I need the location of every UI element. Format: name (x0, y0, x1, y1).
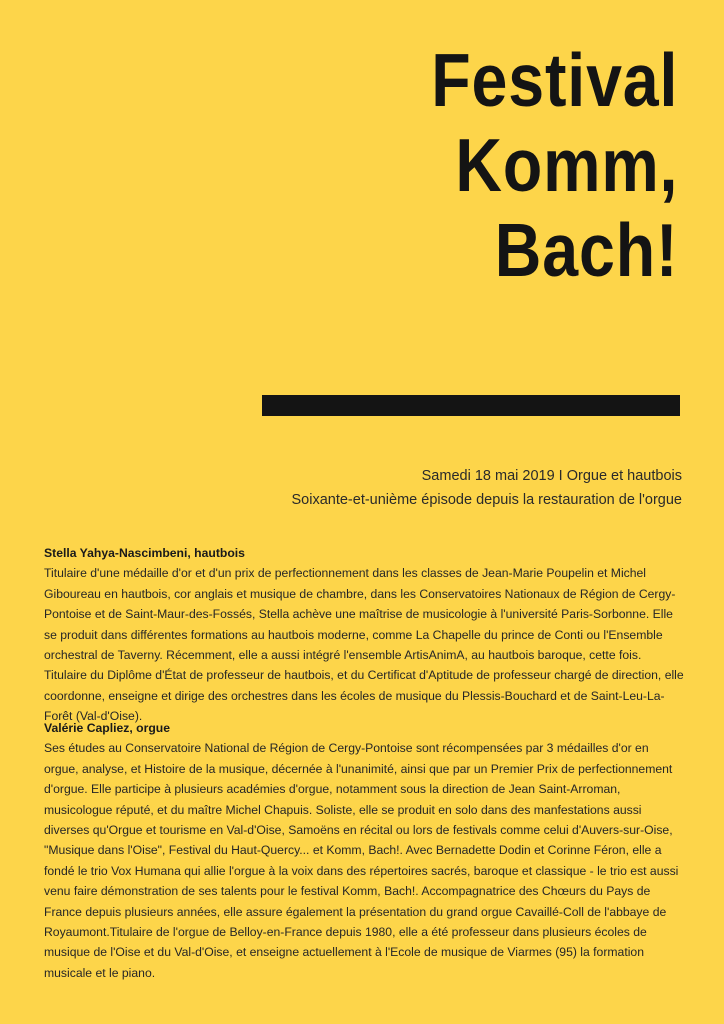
performer-bio-organ (44, 718, 685, 983)
title-divider (262, 395, 680, 416)
festival-title (431, 38, 678, 292)
event-episode-line: Soixante-et-unième épisode depuis la restauration de l'orgue (291, 492, 682, 508)
performer-name: Valérie Capliez, orgue (44, 721, 170, 735)
title-line-3: Bach! (494, 207, 678, 292)
performer-biography: Ses études au Conservatoire National de Région de Cergy-Pontoise sont récompensées par 3 médailles d'or en orgue, analyse, et Histoire de la musique, décernée à l'unanimité, ainsi que par un Premier Prix de perfectionnement d'orgue. Elle participe à plusieurs académies d'orgue, notamment sous la direction de Jean Saint-Arroman, musicologue réputé, et du maître Michel Chapuis. Soliste, elle se produit en solo dans des manfestations aussi diverses qu'Orgue et tourisme en Val-d'Oise, Samoëns en récital ou lors de festivals comme celui d'Auvers-sur-Oise, "Musique dans l'Oise", Festival du Haut-Quercy... et Komm, Bach!. Avec Bernadette Dodin et Corinne Féron, elle a fondé le trio Vox Humana qui allie l'orgue à la voix dans des répertoires sacrés, baroque et classique - le trio est aussi venu faire démonstration de ses talents pour le festival Komm, Bach!. Accompagnatrice des Chœurs du Pays de France depuis plusieurs années, elle assure également la présentation du grand orgue Cavaillé-Coll de l'abbaye de Royaumont.Titulaire de l'orgue de Belloy-en-France depuis 1980, elle a été professeur dans plusieurs écoles de musique de l'Oise et du Val-d'Oise, et enseigne actuellement à l'Ecole de musique de Viarmes (95) la formation musicale et le piano. (44, 741, 679, 980)
performer-biography: Titulaire d'une médaille d'or et d'un prix de perfectionnement dans les classes de Jean-Marie Poupelin et Michel Giboureau en hautbois, cor anglais et musique de chambre, dans les Conservatoires Nationaux de Région de Cergy-Pontoise et de Saint-Maur-des-Fossés, Stella achève une maîtrise de musicologie à l'université Paris-Sorbonne. Elle se produit dans différentes formations au hautbois moderne, comme La Chapelle du prince de Conti ou l'Ensemble orchestral de Taverny. Récemment, elle a aussi intégré l'ensemble ArtisAnimA, au hautbois baroque, cette fois. Titulaire du Diplôme d'État de professeur de hautbois, et du Certificat d'Aptitude de professeur chargé de direction, elle coordonne, enseigne et dirige des orchestres dans les écoles de musique du Plessis-Bouchard et de Saint-Leu-La-Forêt (Val-d'Oise). (44, 566, 684, 724)
title-line-2: Komm, (455, 122, 678, 207)
event-subtitle (292, 464, 683, 512)
performer-name: Stella Yahya-Nascimbeni, hautbois (44, 546, 245, 560)
performer-bio-oboe (44, 543, 685, 727)
event-date-line: Samedi 18 mai 2019 I Orgue et hautbois (421, 468, 682, 484)
title-line-1: Festival (430, 38, 678, 122)
